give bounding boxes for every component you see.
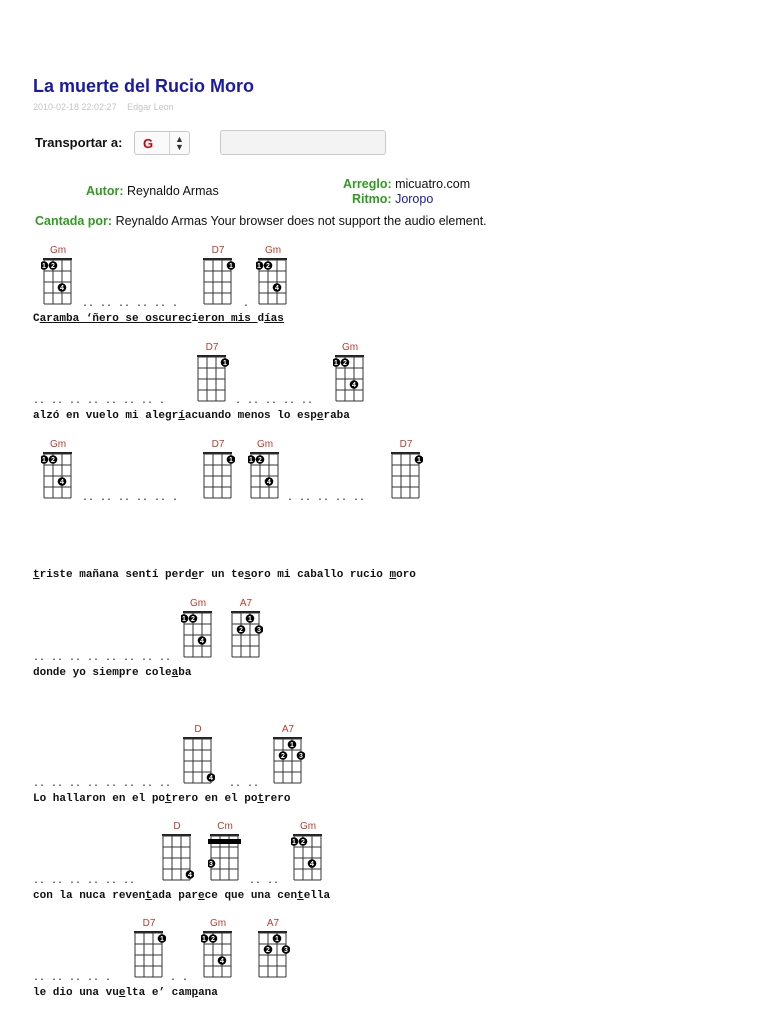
- rest-dots: . .. .. .. ..: [287, 493, 366, 504]
- chord-finger-number: 2: [51, 263, 55, 270]
- song-meta: [33, 102, 182, 112]
- rest-dots: .. .. .. .. .. ..: [33, 876, 136, 887]
- chord-finger-number: 2: [281, 753, 285, 760]
- chord-diagram-cm: [208, 821, 242, 887]
- chord-name: Gm: [209, 918, 227, 929]
- cantada-label: Cantada por:: [35, 214, 113, 228]
- song-title: La muerte del Rucio Moro: [33, 76, 255, 96]
- chord-name: Gm: [299, 821, 317, 832]
- chord-finger-number: 2: [51, 457, 55, 464]
- chord-name: Gm: [341, 342, 359, 353]
- chord-finger-number: 2: [301, 839, 305, 846]
- lyric-line: donde yo siempre coleaba: [33, 667, 192, 679]
- chord-name: Gm: [256, 439, 274, 450]
- chord-diagram-gm: [333, 342, 367, 408]
- chord-finger-number: 1: [292, 839, 296, 846]
- chord-finger-number: 3: [209, 861, 213, 868]
- chord-finger-number: 2: [266, 263, 270, 270]
- chord-name: Gm: [49, 439, 67, 450]
- chord-diagram-d7: [201, 245, 235, 311]
- chord-finger-number: 1: [42, 263, 46, 270]
- chord-finger-number: 1: [257, 263, 261, 270]
- chord-finger-number: 1: [248, 616, 252, 623]
- rest-dots: .. .. .. .. .: [33, 973, 112, 984]
- chord-name: D: [173, 821, 181, 832]
- chord-name: D7: [211, 439, 225, 450]
- chord-finger-number: 1: [42, 457, 46, 464]
- transpose-label: Transportar a:: [35, 135, 123, 150]
- chord-finger-number: 4: [60, 479, 64, 486]
- select-arrows-icon: ▲ ▼: [169, 132, 189, 154]
- chord-diagram-d7: [389, 439, 423, 505]
- rest-dots: . .. .. .. ..: [235, 396, 314, 407]
- chord-finger-number: 4: [267, 479, 271, 486]
- chord-finger-number: 1: [417, 457, 421, 464]
- chord-diagram-d: [160, 821, 194, 887]
- chord-diagram-d7: [132, 918, 166, 984]
- chord-diagram-d7: [201, 439, 235, 505]
- chord-finger-number: 2: [343, 360, 347, 367]
- post-author[interactable]: Edgar Leon: [127, 102, 174, 112]
- autor-line: [86, 184, 219, 198]
- chord-name: A7: [266, 918, 280, 929]
- chord-finger-number: 1: [290, 742, 294, 749]
- chord-diagram-gm: [256, 245, 290, 311]
- lyric-line: Caramba ‘ñero se oscurecieron mis días: [33, 313, 284, 325]
- chord-finger-number: 3: [299, 753, 303, 760]
- lyric-line: le dio una vuelta e’ campana: [33, 987, 218, 999]
- chord-finger-number: 4: [275, 285, 279, 292]
- chord-finger-number: 4: [352, 382, 356, 389]
- chord-finger-number: 3: [257, 627, 261, 634]
- chord-diagram-a7: [271, 724, 305, 790]
- chord-diagram-gm: [41, 439, 75, 505]
- chord-finger-number: 2: [211, 936, 215, 943]
- post-date: 2010-02-18 22:02:27: [33, 102, 117, 112]
- arreglo-label: Arreglo:: [343, 177, 392, 191]
- rest-dots: .. ..: [249, 876, 280, 887]
- chord-diagram-gm: [291, 821, 325, 887]
- chord-finger-number: 4: [220, 958, 224, 965]
- chord-name: D7: [205, 342, 219, 353]
- ritmo-label: Ritmo:: [352, 192, 392, 206]
- arreglo-line: [343, 177, 470, 191]
- chord-finger-number: 1: [249, 457, 253, 464]
- chord-diagram-a7: [229, 598, 263, 664]
- chord-diagram-d7: [195, 342, 229, 408]
- chord-finger-number: 2: [191, 616, 195, 623]
- cantada-value: Reynaldo Armas Your browser does not support the audio element.: [115, 214, 487, 228]
- cantada-line: [35, 214, 487, 228]
- transpose-value: G: [143, 136, 154, 151]
- chord-finger-number: 1: [202, 936, 206, 943]
- rest-dots: .. .. .. .. .. .: [82, 493, 179, 504]
- chord-name: A7: [281, 724, 295, 735]
- chord-diagram-gm: [181, 598, 215, 664]
- chord-diagram-a7: [256, 918, 290, 984]
- chord-diagram-gm: [41, 245, 75, 311]
- autor-value: Reynaldo Armas: [126, 184, 219, 198]
- chord-finger-number: 4: [209, 775, 213, 782]
- rest-dots: .. .. .. .. .. .: [82, 299, 179, 310]
- chord-finger-number: 2: [258, 457, 262, 464]
- lyric-line: con la nuca reventada parece que una centella: [33, 890, 331, 902]
- arreglo-value: micuatro.com: [395, 177, 471, 191]
- chord-finger-number: 4: [60, 285, 64, 292]
- chord-finger-number: 4: [200, 638, 204, 645]
- transpose-input[interactable]: [220, 130, 386, 155]
- chord-finger-number: 1: [229, 457, 233, 464]
- rest-dots: . .: [170, 973, 189, 984]
- chord-finger-number: 1: [223, 360, 227, 367]
- chord-finger-number: 3: [284, 947, 288, 954]
- rest-dots: .. .. .. .. .. .. .. ..: [33, 653, 172, 664]
- chord-finger-number: 2: [266, 947, 270, 954]
- chord-finger-number: 1: [182, 616, 186, 623]
- chord-finger-number: 1: [275, 936, 279, 943]
- rest-dots: .. ..: [229, 779, 260, 790]
- chord-finger-number: 1: [334, 360, 338, 367]
- chord-name: D7: [399, 439, 413, 450]
- rest-dots: .: [243, 299, 250, 310]
- chord-name: Gm: [264, 245, 282, 256]
- chord-name: Cm: [217, 821, 233, 832]
- chord-finger-number: 2: [239, 627, 243, 634]
- chord-finger-number: 4: [188, 872, 192, 879]
- chord-finger-number: 1: [229, 263, 233, 270]
- lyric-line: triste mañana sentí perder un tesoro mi caballo rucio moro: [33, 569, 416, 581]
- chord-barre: [208, 839, 241, 844]
- chord-name: D: [194, 724, 202, 735]
- chord-diagram-d: [181, 724, 215, 790]
- chord-diagram-gm: [201, 918, 235, 984]
- rest-dots: .. .. .. .. .. .. .. .: [33, 396, 166, 407]
- chord-name: A7: [239, 598, 253, 609]
- lyric-line: alzó en vuelo mi alegríacuando menos lo esperaba: [33, 410, 350, 422]
- lyric-line: Lo hallaron en el potrero en el potrero: [33, 793, 291, 805]
- ritmo-line: [352, 192, 433, 206]
- chord-diagram-gm: [248, 439, 282, 505]
- chord-name: Gm: [189, 598, 207, 609]
- chord-name: D7: [211, 245, 225, 256]
- transpose-select[interactable]: [134, 131, 190, 155]
- chord-finger-number: 1: [160, 936, 164, 943]
- chord-name: D7: [142, 918, 156, 929]
- autor-label: Autor:: [86, 184, 124, 198]
- chord-name: Gm: [49, 245, 67, 256]
- chord-finger-number: 4: [310, 861, 314, 868]
- rest-dots: .. .. .. .. .. .. .. ..: [33, 779, 172, 790]
- ritmo-value[interactable]: Joropo: [395, 192, 434, 206]
